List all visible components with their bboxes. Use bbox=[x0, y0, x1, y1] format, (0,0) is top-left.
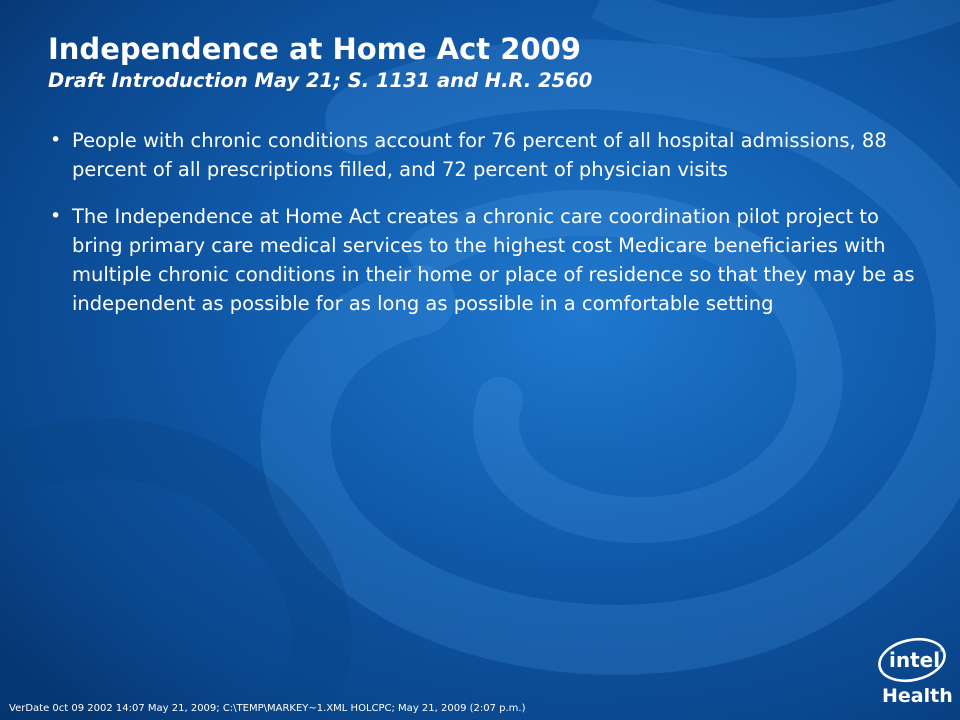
intel-logo-icon bbox=[876, 634, 948, 686]
slide-subtitle: Draft Introduction May 21; S. 1131 and H.R. 2560 bbox=[48, 69, 593, 92]
intel-health-logo bbox=[876, 634, 953, 714]
bullet-list bbox=[48, 126, 918, 318]
bullet-text: The Independence at Home Act creates a chronic care coordination pilot project to bring primary care medical services to the highest cost Medicare beneficiaries with multiple chronic conditions in their home or place of residence so that they may be as independent as possible for as long as possible in a comfortable setting bbox=[72, 205, 915, 315]
slide-title: Independence at Home Act 2009 bbox=[48, 32, 581, 66]
bullet-dot-icon: • bbox=[50, 205, 62, 227]
footer-verdate: VerDate 0ct 09 2002 14:07 May 21, 2009; C:\TEMP\MARKEY~1.XML HOLCPC; May 21, 2009 (2:07 p.m.) bbox=[9, 703, 526, 714]
registered-mark: ® bbox=[939, 647, 945, 654]
bullet-text: People with chronic conditions account for 76 percent of all hospital admissions, 88 percent of all prescriptions filled, and 72 percent of physician visits bbox=[72, 129, 887, 181]
intel-wordmark: intel bbox=[889, 648, 941, 672]
bullet-dot-icon: • bbox=[50, 129, 62, 151]
slide-content bbox=[48, 30, 918, 336]
logo-product-label: Health bbox=[882, 685, 953, 707]
bullet-item bbox=[48, 126, 922, 184]
bullet-item bbox=[48, 202, 922, 318]
